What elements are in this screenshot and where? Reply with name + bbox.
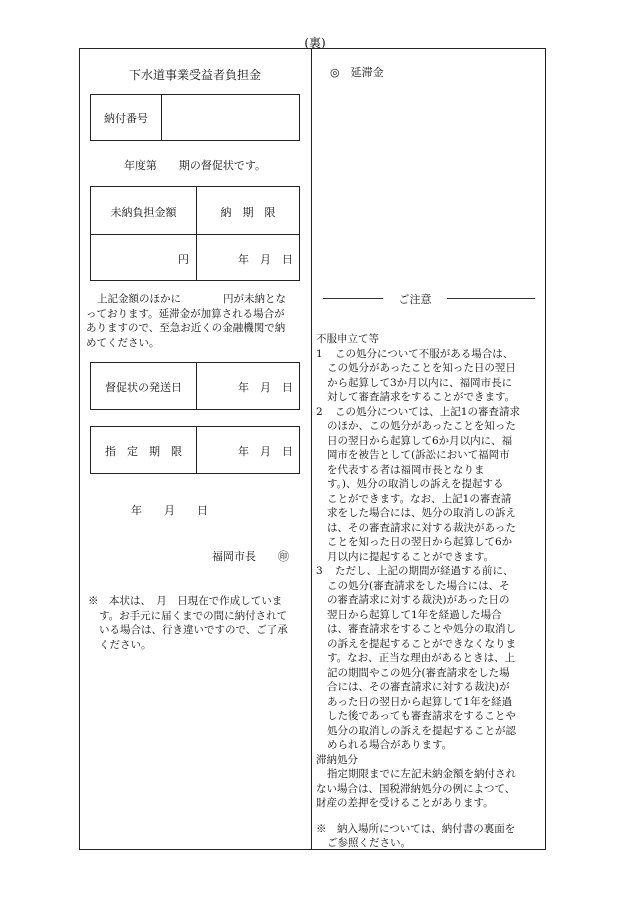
appeal-item-1: 1 この処分について不服がある場合は、 この処分があったことを知った日の翌日 から起算して3か月以内に、福岡市長に 対して審査請求をすることができます。 bbox=[316, 347, 516, 403]
mayor-seal-line: 福岡市長 ㊞ bbox=[212, 550, 289, 563]
unpaid-amount-label: 未納負担金額 bbox=[110, 206, 177, 219]
sent-date-label: 督促状の発送日 bbox=[105, 381, 182, 394]
due-date-label: 納 期 限 bbox=[220, 206, 276, 219]
payment-number-label: 納付番号 bbox=[104, 112, 148, 125]
charge-title: 下水道事業受益者負担金 bbox=[128, 68, 261, 82]
deadline-value: 年 月 日 bbox=[238, 445, 293, 458]
demand-notice-line: 年度第 期の督促状です。 bbox=[123, 159, 267, 172]
deadline-box bbox=[90, 426, 300, 474]
page-side-label: (裏) bbox=[304, 36, 326, 50]
notice-rule-right bbox=[447, 298, 535, 299]
appeal-section bbox=[316, 332, 520, 851]
creation-date-footnote: ※ 本状は、 月 日現在で作成していま す。お手元に届くまでの間に納付されて いる場合は、行き違いですので、ご了承 ください。 bbox=[88, 595, 288, 651]
appeal-item-2: 2 この処分については、上記1の審査請求 のほか、この処分があったことを知った 日の翌日から起算して6か月以内に、福 岡市を被告として(訴訟において福岡市 を代表する者は福岡市長となりま す。)、処分の取消しの訴えを提起する ことができます。なお、上記1の審査請 求をした場合には、処分の取消しの訴え は、その審査請求に対する裁決があった ことを知った日の翌日から起算して6か 月以内に提起することができます。 bbox=[316, 405, 520, 563]
delinquency-text: 指定期限までに左記未納金額を納付され ない場合は、国税滞納処分の例によつて、 財産の差押を受けることがあります。 bbox=[316, 768, 516, 809]
notice-title: ご注意 bbox=[398, 293, 432, 306]
payment-place-note: ※ 納入場所については、納付書の裏面を ご参照ください。 bbox=[316, 822, 516, 849]
payment-number-value bbox=[162, 95, 299, 140]
notice-rule-left bbox=[323, 298, 383, 299]
late-fee-heading: ◎ 延滞金 bbox=[330, 66, 384, 79]
issue-date: 年 月 日 bbox=[131, 504, 208, 517]
sent-date-value: 年 月 日 bbox=[238, 381, 293, 394]
appeal-item-3: 3 ただし、上記の期間が経過する前に、 この処分(審査請求をした場合には、そ の審査請求に対する裁決)があった日の 翌日から起算して1年を経過した場合 は、審査請求をすることや処分の取消し の訴えを提起することができなくなりま す。なお、正当な理由があるときは、上 記の期間やこの処分(審査請求をした場 合には、その審査請求に対する裁決)が あった日の翌日から起算して1年を経過 した後であっても審査請求をすることや 処分の取消しの訴えを提起することが認 められる場合があります。 bbox=[316, 565, 516, 751]
delinquency-heading: 滞納処分 bbox=[316, 753, 358, 766]
sent-date-box bbox=[90, 362, 300, 410]
payment-number-box bbox=[90, 94, 300, 141]
due-date-value: 年 月 日 bbox=[238, 253, 293, 266]
additional-amount-text: 上記金額のほかに 円が未納とな っております。延滞金が加算される場合が ありますので、至急お近くの金融機関で納 めてください。 bbox=[86, 293, 286, 349]
deadline-label: 指 定 期 限 bbox=[105, 445, 182, 458]
unpaid-amount-table bbox=[90, 186, 300, 281]
column-divider bbox=[311, 48, 312, 850]
unpaid-amount-yen: 円 bbox=[178, 253, 189, 266]
appeal-heading: 不服申立て等 bbox=[316, 333, 379, 345]
